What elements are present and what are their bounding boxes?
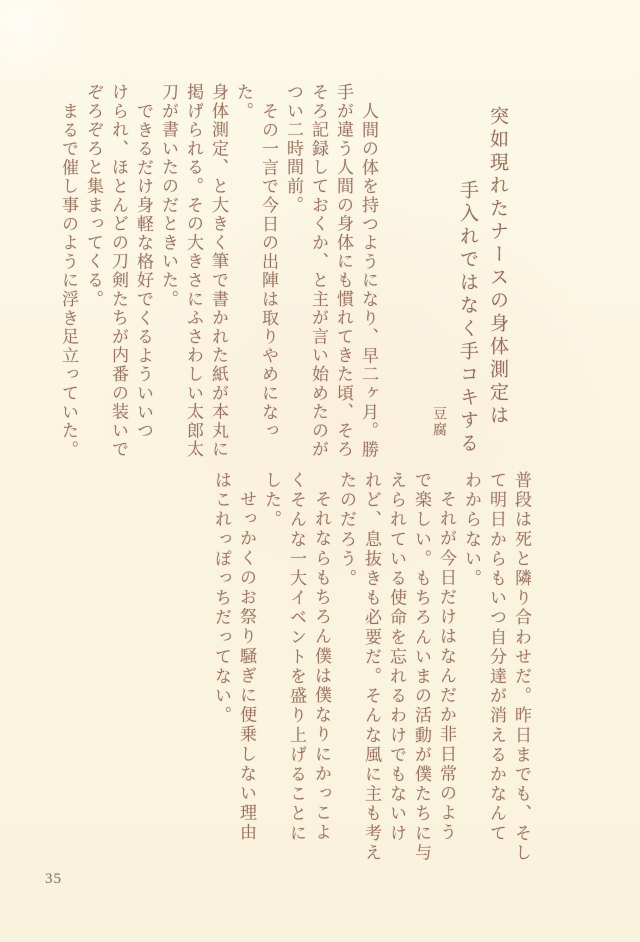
text-column: たのだろう。 — [337, 471, 356, 589]
text-column: ぞろぞろと集まってくる。 — [84, 83, 103, 309]
text-column: そろ記録しておくか、と主が言い始めたのが — [309, 83, 328, 459]
text-column: 人間の体を持つようになり、早二ヶ月。勝 — [359, 102, 378, 460]
text-column: まるで催し事のように浮き足立っていた。 — [59, 102, 78, 460]
text-column: つい二時間前。 — [284, 83, 303, 215]
title-line-2: 手入れではなく手コキする — [457, 180, 478, 456]
text-column: れど、息抜きも必要だ。そんな風に主も考え — [362, 471, 381, 863]
text-column: で楽しい。もちろんいまの活動が僕たちに与 — [412, 471, 431, 863]
body-text-bottom-block — [209, 471, 534, 863]
text-column: はこれっぽっちだってない。 — [212, 471, 231, 726]
text-column: せっかくのお祭り騒ぎに便乗しない理由 — [237, 490, 256, 843]
title-line-1: 突如現れたナースの身体測定は — [487, 106, 508, 428]
text-column: えられている使命を忘れるわけでもないけ — [387, 471, 406, 844]
text-column: その一言で今日の出陣は取りやめになっ — [259, 102, 278, 441]
text-column: て明日からもいつ自分達が消えるかなんて — [487, 471, 506, 844]
text-column: した。 — [262, 471, 281, 530]
text-column: 普段は死と隣り合わせだ。昨日までも、そし — [512, 471, 531, 863]
page-number: 35 — [45, 871, 62, 887]
text-column: できるだけ身軽な格好でくるよういいつ — [134, 102, 153, 441]
text-column: た。 — [234, 83, 253, 121]
body-text-top-block — [56, 83, 381, 463]
author-name: 豆腐 — [431, 406, 446, 438]
text-column: それが今日だけはなんだか非日常のよう — [437, 490, 456, 843]
text-column: 刀が書いたのだときいた。 — [159, 83, 178, 309]
text-column: けられ、ほとんどの刀剣たちが内番の装いで — [109, 83, 128, 459]
text-column: くそんな一大イベントを盛り上げることに — [287, 471, 306, 844]
text-column: わからない。 — [462, 471, 481, 589]
text-column: 身体測定、と大きく筆で書かれた紙が本丸に — [209, 83, 228, 459]
text-column: 手が違う人間の身体にも慣れてきた頃、そろ — [334, 83, 353, 459]
text-column: 掲げられる。その大きさにふさわしい太郎太 — [184, 83, 203, 459]
story-title — [452, 106, 512, 466]
text-column: それならもちろん僕は僕なりにかっこよ — [312, 490, 331, 843]
